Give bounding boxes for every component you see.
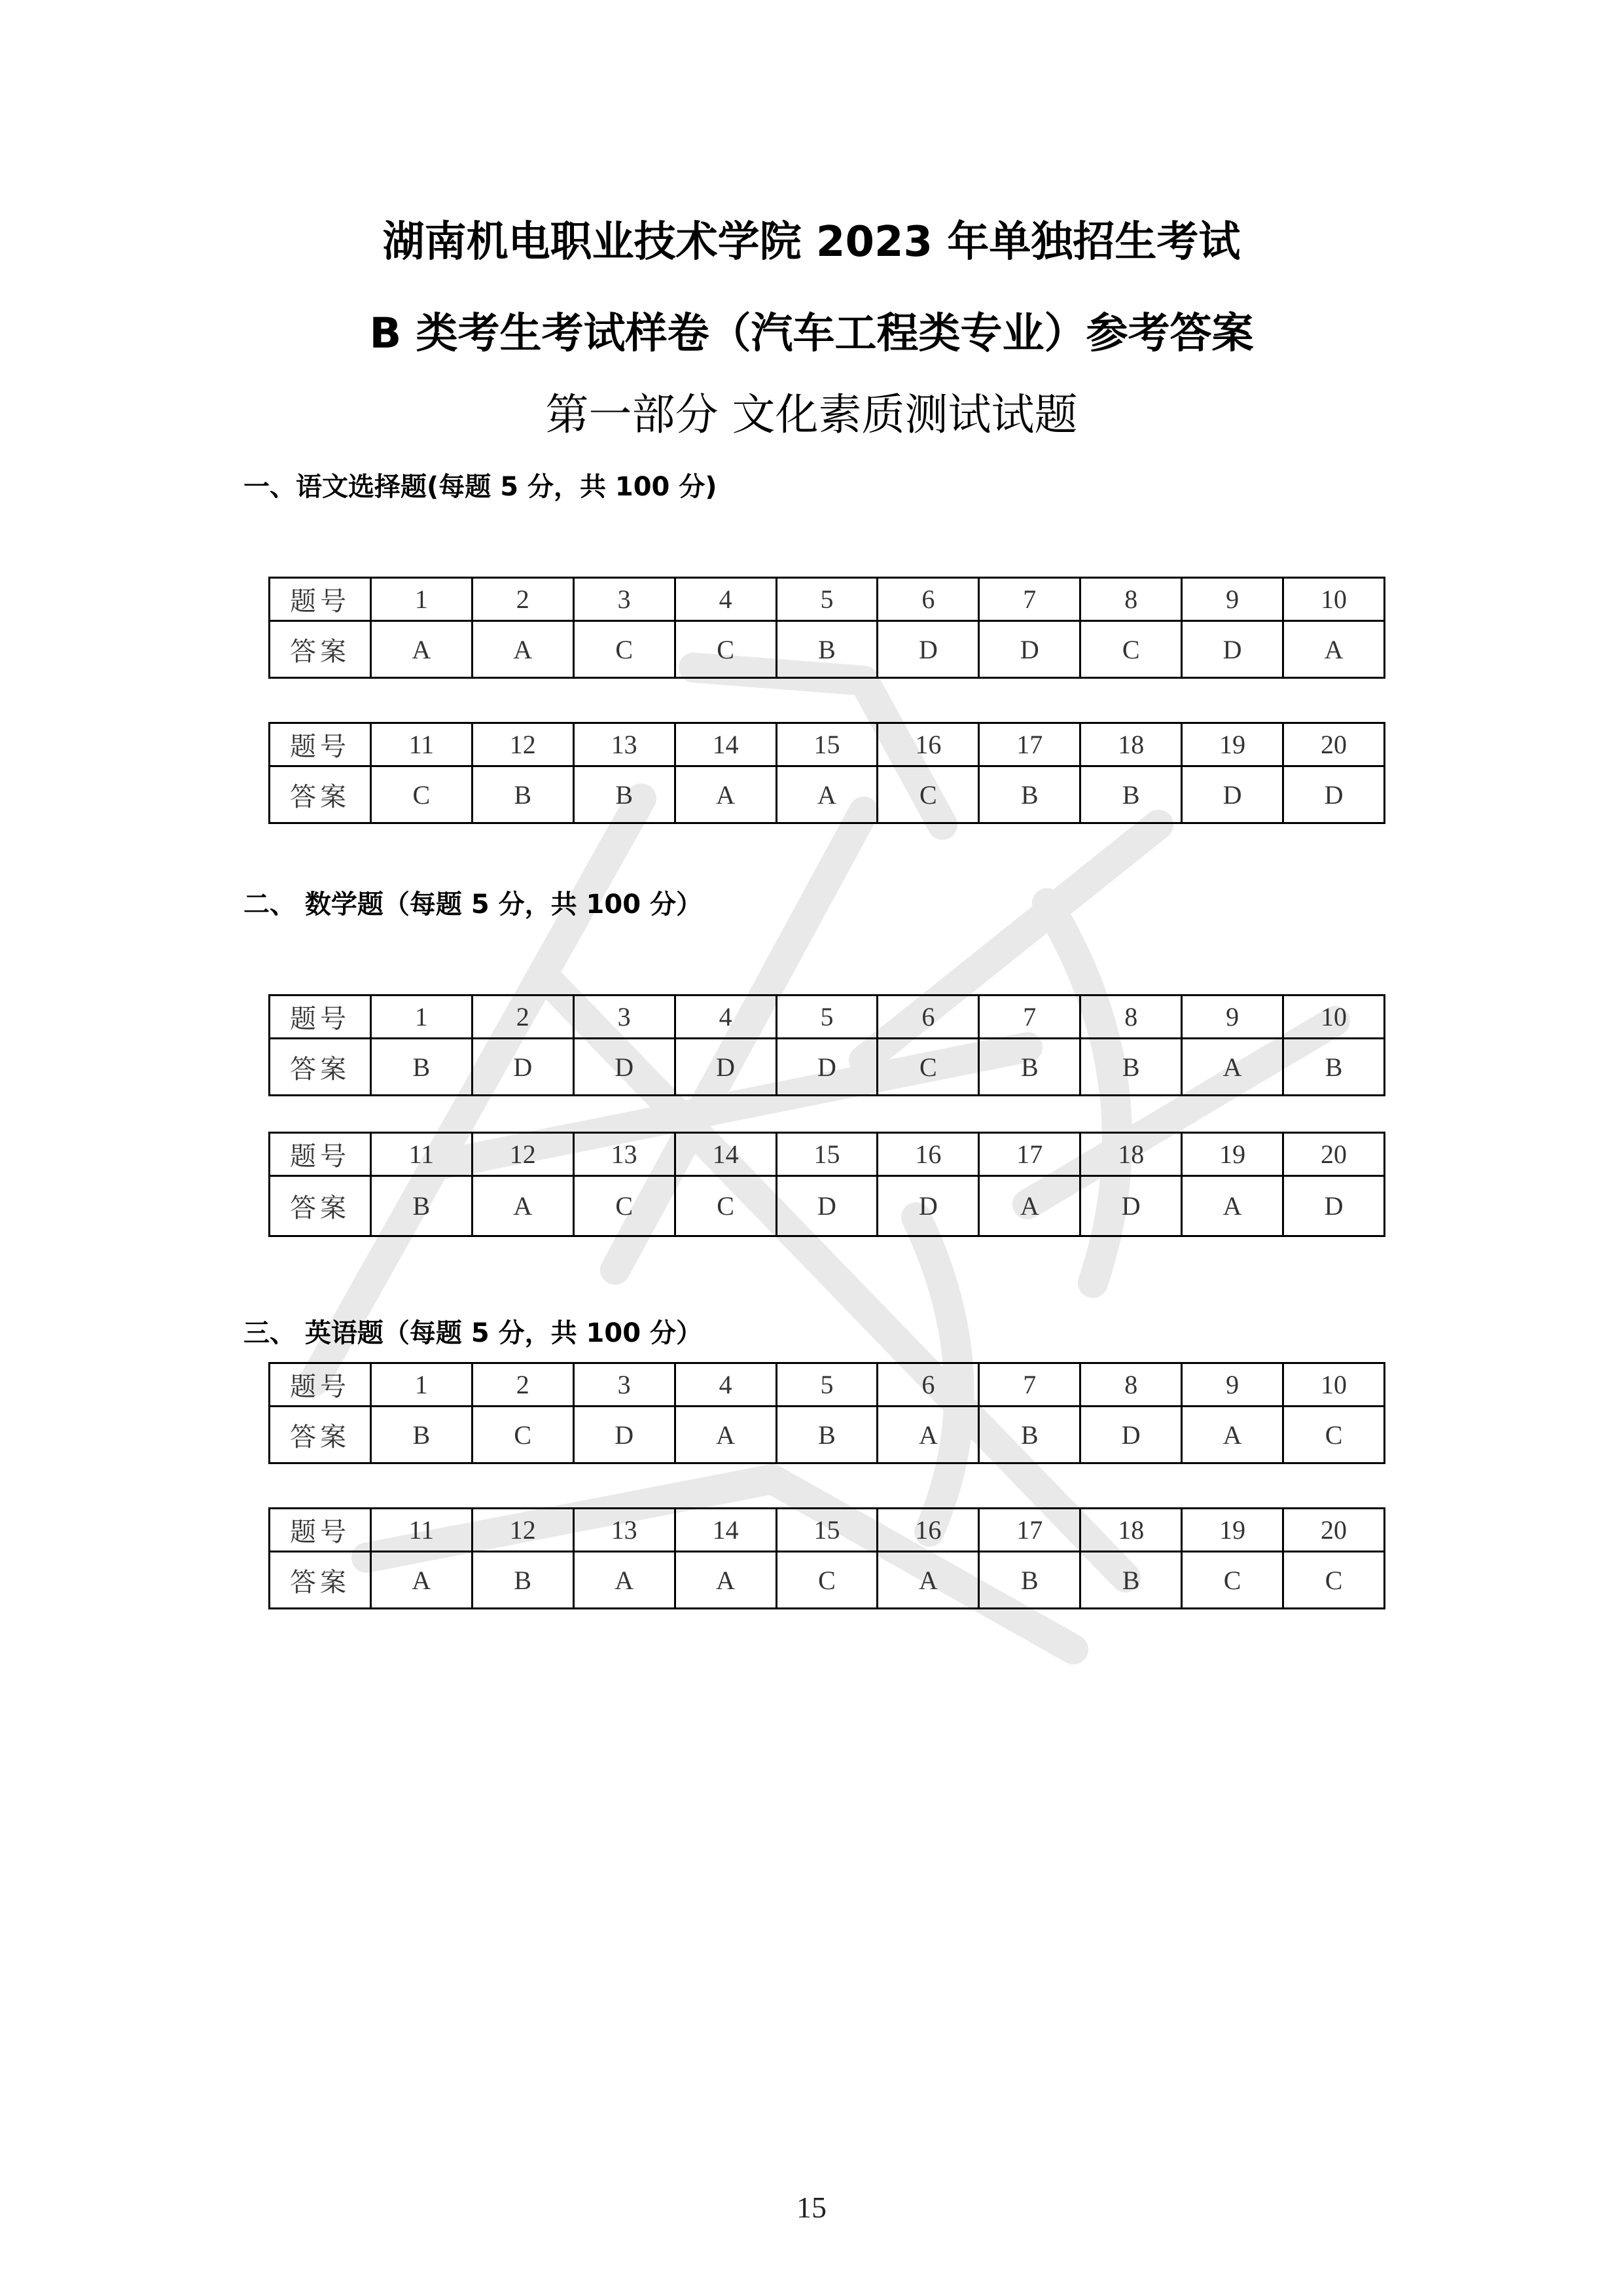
row-label-answer: 答案 (270, 766, 371, 823)
question-number-row (270, 996, 1385, 1039)
answer-row (270, 1176, 1385, 1236)
row-label-answer: 答案 (270, 1552, 371, 1609)
question-number-cell: 15 (776, 1133, 878, 1176)
section-heading-math: 二、 数学题（每题 5 分，共 100 分） (243, 889, 702, 920)
answer-cell: A (1283, 621, 1385, 678)
answer-cell: B (979, 1039, 1080, 1096)
answer-cell: A (878, 1407, 979, 1463)
answer-table-english-1 (268, 1362, 1385, 1464)
answer-cell: C (1080, 621, 1182, 678)
answer-cell: C (878, 766, 979, 823)
question-number-cell: 11 (370, 1509, 472, 1552)
question-number-cell: 12 (472, 1509, 573, 1552)
answer-cell: D (1283, 766, 1385, 823)
question-number-cell: 8 (1080, 996, 1182, 1039)
answer-cell: C (1182, 1552, 1283, 1609)
answer-cell: A (878, 1552, 979, 1609)
question-number-cell: 19 (1182, 1509, 1283, 1552)
document-title: 湖南机电职业技术学院 2023 年单独招生考试 (382, 218, 1241, 266)
answer-cell: C (573, 1176, 675, 1236)
answer-cell: A (1182, 1039, 1283, 1096)
row-label-number: 题号 (270, 1363, 371, 1407)
answer-cell: B (1080, 766, 1182, 823)
section-heading-chinese: 一、语文选择题(每题 5 分，共 100 分) (243, 472, 717, 502)
answer-cell: A (675, 1552, 776, 1609)
answer-cell: D (776, 1176, 878, 1236)
answer-cell: C (776, 1552, 878, 1609)
question-number-cell: 7 (979, 1363, 1080, 1407)
question-number-cell: 11 (370, 723, 472, 766)
question-number-cell: 14 (675, 723, 776, 766)
answer-cell: D (979, 621, 1080, 678)
question-number-cell: 18 (1080, 1509, 1182, 1552)
answer-cell: B (573, 766, 675, 823)
question-number-cell: 1 (370, 996, 472, 1039)
answer-row (270, 1407, 1385, 1463)
answer-cell: D (573, 1407, 675, 1463)
answer-cell: B (370, 1176, 472, 1236)
row-label-answer: 答案 (270, 621, 371, 678)
answer-cell: A (776, 766, 878, 823)
question-number-cell: 3 (573, 1363, 675, 1407)
question-number-cell: 17 (979, 1509, 1080, 1552)
section-heading-english: 三、 英语题（每题 5 分，共 100 分） (243, 1318, 702, 1348)
question-number-cell: 17 (979, 723, 1080, 766)
answer-cell: B (776, 621, 878, 678)
answer-cell: C (573, 621, 675, 678)
answer-cell: A (1182, 1176, 1283, 1236)
answer-cell: B (472, 766, 573, 823)
question-number-cell: 6 (878, 1363, 979, 1407)
question-number-cell: 18 (1080, 723, 1182, 766)
row-label-number: 题号 (270, 1133, 371, 1176)
answer-cell: A (472, 1176, 573, 1236)
answer-cell: D (1080, 1176, 1182, 1236)
answer-cell: C (675, 621, 776, 678)
question-number-cell: 19 (1182, 723, 1283, 766)
answer-cell: D (1283, 1176, 1385, 1236)
answer-cell: D (472, 1039, 573, 1096)
answer-cell: B (472, 1552, 573, 1609)
question-number-cell: 5 (776, 996, 878, 1039)
question-number-cell: 15 (776, 723, 878, 766)
question-number-cell: 9 (1182, 578, 1283, 621)
answer-cell: B (1080, 1039, 1182, 1096)
question-number-cell: 10 (1283, 578, 1385, 621)
answer-cell: D (573, 1039, 675, 1096)
question-number-cell: 12 (472, 723, 573, 766)
question-number-cell: 14 (675, 1133, 776, 1176)
document-subtitle: B 类考生考试样卷（汽车工程类专业）参考答案 (369, 310, 1254, 358)
question-number-row (270, 578, 1385, 621)
question-number-row (270, 723, 1385, 766)
row-label-number: 题号 (270, 1509, 371, 1552)
answer-cell: B (370, 1407, 472, 1463)
question-number-cell: 2 (472, 996, 573, 1039)
question-number-row (270, 1509, 1385, 1552)
question-number-cell: 10 (1283, 996, 1385, 1039)
question-number-cell: 16 (878, 723, 979, 766)
question-number-cell: 9 (1182, 1363, 1283, 1407)
question-number-cell: 7 (979, 578, 1080, 621)
question-number-cell: 4 (675, 996, 776, 1039)
answer-cell: A (675, 766, 776, 823)
question-number-cell: 12 (472, 1133, 573, 1176)
answer-cell: B (979, 766, 1080, 823)
answer-cell: B (979, 1552, 1080, 1609)
answer-cell: C (675, 1176, 776, 1236)
answer-cell: B (1080, 1552, 1182, 1609)
question-number-cell: 1 (370, 1363, 472, 1407)
question-number-cell: 9 (1182, 996, 1283, 1039)
question-number-cell: 5 (776, 1363, 878, 1407)
answer-cell: B (979, 1407, 1080, 1463)
question-number-cell: 4 (675, 1363, 776, 1407)
question-number-cell: 16 (878, 1509, 979, 1552)
answer-cell: D (1182, 621, 1283, 678)
question-number-cell: 10 (1283, 1363, 1385, 1407)
answer-cell: A (573, 1552, 675, 1609)
question-number-cell: 20 (1283, 1509, 1385, 1552)
answer-table-english-2 (268, 1507, 1385, 1609)
question-number-cell: 13 (573, 1509, 675, 1552)
answer-cell: A (1182, 1407, 1283, 1463)
answer-cell: B (776, 1407, 878, 1463)
question-number-cell: 6 (878, 996, 979, 1039)
row-label-answer: 答案 (270, 1407, 371, 1463)
answer-cell: A (472, 621, 573, 678)
answer-cell: A (979, 1176, 1080, 1236)
question-number-cell: 15 (776, 1509, 878, 1552)
answer-table-math-2 (268, 1132, 1385, 1237)
answer-cell: D (1080, 1407, 1182, 1463)
answer-cell: D (878, 621, 979, 678)
answer-row (270, 621, 1385, 678)
answer-cell: C (1283, 1407, 1385, 1463)
question-number-cell: 18 (1080, 1133, 1182, 1176)
question-number-cell: 8 (1080, 1363, 1182, 1407)
answer-cell: A (675, 1407, 776, 1463)
answer-cell: A (370, 621, 472, 678)
question-number-cell: 4 (675, 578, 776, 621)
row-label-answer: 答案 (270, 1039, 371, 1096)
answer-table-chinese-2 (268, 722, 1385, 824)
question-number-cell: 2 (472, 578, 573, 621)
row-label-answer: 答案 (270, 1176, 371, 1236)
question-number-cell: 13 (573, 1133, 675, 1176)
answer-cell: D (878, 1176, 979, 1236)
answer-cell: C (370, 766, 472, 823)
answer-cell: B (370, 1039, 472, 1096)
question-number-cell: 19 (1182, 1133, 1283, 1176)
answer-cell: D (675, 1039, 776, 1096)
answer-row (270, 766, 1385, 823)
answer-cell: A (370, 1552, 472, 1609)
question-number-cell: 20 (1283, 723, 1385, 766)
part-title: 第一部分 文化素质测试试题 (545, 389, 1078, 440)
question-number-cell: 11 (370, 1133, 472, 1176)
question-number-cell: 5 (776, 578, 878, 621)
answer-table-math-1 (268, 994, 1385, 1096)
question-number-cell: 7 (979, 996, 1080, 1039)
question-number-row (270, 1363, 1385, 1407)
question-number-cell: 16 (878, 1133, 979, 1176)
answer-cell: C (472, 1407, 573, 1463)
answer-row (270, 1039, 1385, 1096)
answer-cell: C (1283, 1552, 1385, 1609)
question-number-cell: 2 (472, 1363, 573, 1407)
answer-cell: D (1182, 766, 1283, 823)
row-label-number: 题号 (270, 996, 371, 1039)
question-number-cell: 3 (573, 996, 675, 1039)
answer-table-chinese-1 (268, 577, 1385, 679)
answer-row (270, 1552, 1385, 1609)
question-number-cell: 20 (1283, 1133, 1385, 1176)
row-label-number: 题号 (270, 578, 371, 621)
question-number-cell: 8 (1080, 578, 1182, 621)
question-number-cell: 1 (370, 578, 472, 621)
question-number-cell: 6 (878, 578, 979, 621)
answer-cell: B (1283, 1039, 1385, 1096)
answer-cell: D (776, 1039, 878, 1096)
question-number-cell: 14 (675, 1509, 776, 1552)
answer-cell: C (878, 1039, 979, 1096)
question-number-row (270, 1133, 1385, 1176)
question-number-cell: 17 (979, 1133, 1080, 1176)
page-number: 15 (796, 2191, 827, 2224)
question-number-cell: 3 (573, 578, 675, 621)
question-number-cell: 13 (573, 723, 675, 766)
row-label-number: 题号 (270, 723, 371, 766)
